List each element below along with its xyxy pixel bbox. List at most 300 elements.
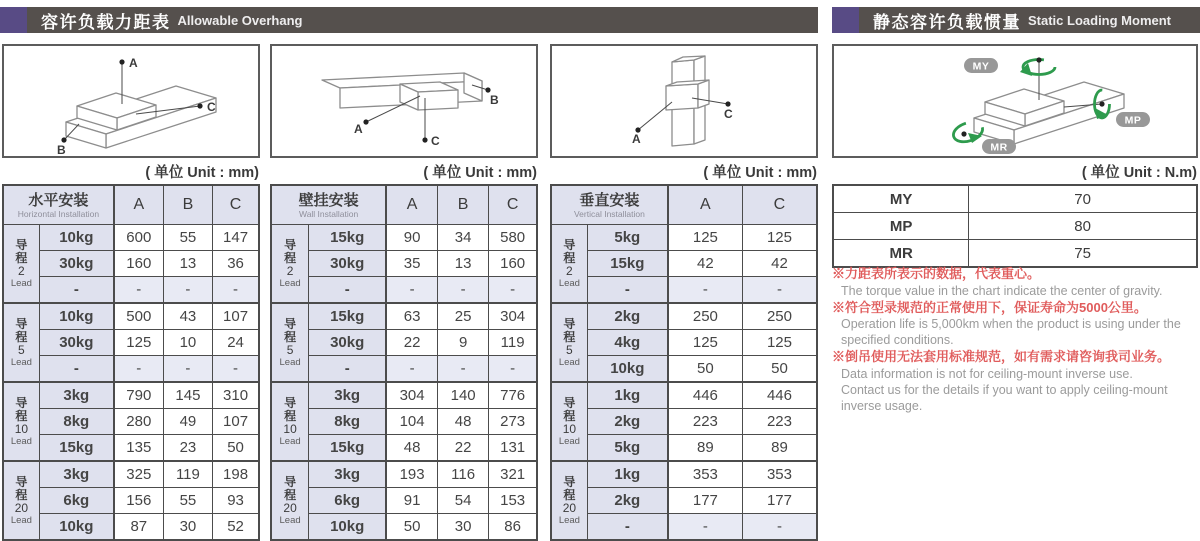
wall-installation-section — [270, 0, 538, 536]
value-cell: 325 — [114, 461, 163, 488]
value-cell: 580 — [489, 225, 537, 251]
value-cell: 63 — [386, 303, 437, 330]
mass-cell: 8kg — [309, 409, 387, 435]
table-row — [3, 488, 259, 514]
mass-cell: 6kg — [309, 488, 387, 514]
lead-number: 10 — [562, 421, 577, 436]
table-row — [3, 330, 259, 356]
lead-en: Lead — [279, 356, 301, 368]
moment-label: MY — [833, 185, 969, 213]
value-cell: 125 — [668, 225, 743, 251]
mass-cell: 8kg — [39, 409, 114, 435]
point-a-label: A — [354, 122, 363, 136]
lead-cell — [3, 382, 39, 461]
mass-cell: 15kg — [309, 303, 387, 330]
point-a-label: A — [632, 132, 641, 146]
table-header-row — [271, 185, 537, 225]
value-cell: 125 — [668, 330, 743, 356]
mass-cell: - — [309, 277, 387, 304]
lead-number: 20 — [562, 500, 577, 515]
value-cell: 145 — [163, 382, 212, 409]
value-cell: - — [213, 277, 259, 304]
lead-cell — [551, 303, 587, 382]
table-row — [3, 461, 259, 488]
lead-zh-char: 程 — [563, 250, 576, 265]
wall-overhang-table — [270, 184, 538, 541]
table-header-row — [3, 185, 259, 225]
table-row — [3, 277, 259, 304]
value-cell: - — [668, 514, 743, 541]
static-moment-section — [832, 0, 1198, 536]
value-cell: 22 — [386, 330, 437, 356]
mass-cell: 5kg — [587, 435, 668, 462]
installation-title-en: Vertical Installation — [573, 208, 645, 219]
lead-cell — [271, 382, 309, 461]
installation-title-zh: 壁挂安装 — [298, 191, 359, 209]
table-row — [551, 488, 817, 514]
vertical-actuator-drawing — [552, 46, 816, 156]
unit-label: ( 单位 Unit : mm) — [145, 165, 259, 181]
value-cell: - — [386, 277, 437, 304]
value-cell: 107 — [213, 409, 259, 435]
table-row — [271, 461, 537, 488]
value-cell: 50 — [668, 356, 743, 383]
value-cell: 177 — [668, 488, 743, 514]
lead-zh-char: 导 — [15, 395, 28, 410]
mass-cell: 1kg — [587, 382, 668, 409]
value-cell: 280 — [114, 409, 163, 435]
lead-zh-char: 导 — [563, 395, 576, 410]
value-cell: 34 — [437, 225, 488, 251]
mass-cell: 6kg — [39, 488, 114, 514]
table-row — [551, 225, 817, 251]
value-cell: 446 — [742, 382, 817, 409]
lead-en: Lead — [558, 514, 580, 526]
lead-cell — [551, 382, 587, 461]
value-cell: 52 — [213, 514, 259, 541]
moment-value: 80 — [969, 213, 1197, 240]
point-c-label: C — [207, 100, 216, 114]
table-row — [3, 382, 259, 409]
lead-zh-char: 导 — [563, 316, 576, 331]
unit-label: ( 单位 Unit : mm) — [703, 165, 817, 181]
mass-cell: 30kg — [39, 251, 114, 277]
mass-cell: 3kg — [309, 382, 387, 409]
value-cell: 131 — [489, 435, 537, 462]
my-label: MY — [972, 60, 990, 73]
mass-cell: 3kg — [39, 461, 114, 488]
table-row — [551, 382, 817, 409]
header-title-en: Static Loading Moment — [1028, 12, 1171, 28]
value-cell: 125 — [742, 330, 817, 356]
value-cell: 116 — [437, 461, 488, 488]
lead-en: Lead — [279, 435, 301, 447]
moment-label: MP — [833, 213, 969, 240]
value-cell: 48 — [437, 409, 488, 435]
value-cell: 600 — [114, 225, 163, 251]
table-row — [551, 303, 817, 330]
value-cell: - — [489, 277, 537, 304]
value-cell: 153 — [489, 488, 537, 514]
lead-zh-char: 程 — [15, 329, 28, 344]
mass-cell: 10kg — [309, 514, 387, 541]
value-cell: 446 — [668, 382, 743, 409]
value-cell: 36 — [213, 251, 259, 277]
lead-cell — [3, 303, 39, 382]
value-cell: 13 — [163, 251, 212, 277]
lead-en: Lead — [558, 277, 580, 289]
column-header-c: C — [742, 185, 817, 225]
moment-diagram — [832, 44, 1198, 158]
value-cell: - — [213, 356, 259, 383]
mass-cell: 15kg — [309, 225, 387, 251]
column-header-c: C — [213, 185, 259, 225]
mp-label: MP — [1124, 114, 1142, 127]
value-cell: 790 — [114, 382, 163, 409]
column-header-a: A — [386, 185, 437, 225]
table-row — [271, 435, 537, 462]
table-row — [271, 277, 537, 304]
value-cell: 140 — [437, 382, 488, 409]
lead-number: 2 — [286, 263, 294, 278]
value-cell: 35 — [386, 251, 437, 277]
mass-cell: 1kg — [587, 461, 668, 488]
value-cell: 55 — [163, 225, 212, 251]
lead-cell — [271, 461, 309, 540]
note-en: Data information is not for ceiling-mount inverse use. — [841, 366, 1133, 381]
mass-cell: 15kg — [587, 251, 668, 277]
point-b-label: B — [490, 93, 499, 107]
table-row — [551, 435, 817, 462]
value-cell: 87 — [114, 514, 163, 541]
lead-cell — [271, 303, 309, 382]
lead-zh-char: 程 — [284, 487, 297, 502]
installation-title-cell — [271, 185, 386, 225]
lead-cell — [3, 225, 39, 304]
table-row — [271, 356, 537, 383]
table-row — [551, 461, 817, 488]
table-row — [3, 251, 259, 277]
value-cell: - — [742, 277, 817, 304]
unit-label: ( 单位 Unit : N.m) — [1081, 165, 1197, 181]
lead-en: Lead — [10, 514, 32, 526]
lead-number: 10 — [14, 421, 29, 436]
value-cell: 55 — [163, 488, 212, 514]
lead-zh-char: 导 — [563, 237, 576, 252]
mass-cell: 15kg — [309, 435, 387, 462]
header-title-zh: 容许负载力距表 — [41, 12, 171, 32]
value-cell: - — [163, 356, 212, 383]
mass-cell: 10kg — [39, 514, 114, 541]
installation-title-en: Horizontal Installation — [17, 208, 100, 219]
value-cell: 273 — [489, 409, 537, 435]
point-a-label: A — [129, 56, 138, 70]
horizontal-actuator-drawing — [4, 46, 258, 156]
lead-zh-char: 程 — [15, 408, 28, 423]
moment-value: 70 — [969, 185, 1197, 213]
moment-row — [833, 185, 1197, 213]
value-cell: 42 — [668, 251, 743, 277]
value-cell: 321 — [489, 461, 537, 488]
wall-diagram — [270, 44, 538, 158]
mass-cell: - — [309, 356, 387, 383]
installation-title-zh: 垂直安装 — [579, 191, 640, 209]
note-en: The torque value in the chart indicate the center of gravity. — [841, 283, 1163, 298]
notes-block — [832, 265, 1200, 414]
value-cell: 24 — [213, 330, 259, 356]
column-header-c: C — [489, 185, 537, 225]
installation-title-en: Wall Installation — [298, 208, 359, 219]
value-cell: 160 — [489, 251, 537, 277]
lead-en: Lead — [10, 356, 32, 368]
value-cell: 22 — [437, 435, 488, 462]
mass-cell: 15kg — [39, 435, 114, 462]
table-header-row — [551, 185, 817, 225]
mass-cell: 2kg — [587, 303, 668, 330]
value-cell: 177 — [742, 488, 817, 514]
value-cell: 54 — [437, 488, 488, 514]
mass-cell: - — [39, 277, 114, 304]
value-cell: 304 — [489, 303, 537, 330]
point-b-label: B — [57, 143, 66, 156]
value-cell: 198 — [213, 461, 259, 488]
mass-cell: 2kg — [587, 409, 668, 435]
value-cell: 135 — [114, 435, 163, 462]
installation-title-cell — [551, 185, 668, 225]
value-cell: 776 — [489, 382, 537, 409]
point-c-label: C — [431, 134, 440, 148]
lead-cell — [3, 461, 39, 540]
value-cell: 93 — [213, 488, 259, 514]
table-row — [3, 435, 259, 462]
moment-label: MR — [833, 240, 969, 268]
mass-cell: 30kg — [309, 330, 387, 356]
mass-cell: 10kg — [39, 225, 114, 251]
mass-cell: 30kg — [309, 251, 387, 277]
mass-cell: - — [587, 514, 668, 541]
note-en: Contact us for the details if you want to apply ceiling-mount — [841, 382, 1168, 397]
value-cell: 49 — [163, 409, 212, 435]
lead-en: Lead — [10, 435, 32, 447]
lead-number: 20 — [14, 500, 29, 515]
header-title-en: Allowable Overhang — [177, 12, 303, 28]
table-row — [3, 356, 259, 383]
value-cell: - — [489, 356, 537, 383]
note-zh: ※倒吊使用无法套用标准规范，如有需求请咨询我司业务。 — [832, 349, 1171, 364]
column-header-a: A — [114, 185, 163, 225]
table-row — [551, 356, 817, 383]
lead-zh-char: 导 — [284, 395, 297, 410]
table-row — [551, 409, 817, 435]
value-cell: 223 — [668, 409, 743, 435]
mass-cell: 5kg — [587, 225, 668, 251]
vertical-overhang-table — [550, 184, 818, 541]
table-row — [3, 303, 259, 330]
value-cell: 30 — [163, 514, 212, 541]
lead-en: Lead — [558, 356, 580, 368]
value-cell: 223 — [742, 409, 817, 435]
moment-row — [833, 213, 1197, 240]
value-cell: 147 — [213, 225, 259, 251]
mass-cell: 3kg — [309, 461, 387, 488]
mr-badge — [982, 139, 1016, 154]
lead-en: Lead — [10, 277, 32, 289]
note-zh: ※符合型录规范的正常使用下，保证寿命为5000公里。 — [832, 299, 1147, 315]
value-cell: 90 — [386, 225, 437, 251]
table-row — [3, 514, 259, 541]
value-cell: 25 — [437, 303, 488, 330]
value-cell: 86 — [489, 514, 537, 541]
lead-zh-char: 导 — [284, 474, 297, 489]
moment-value: 75 — [969, 240, 1197, 268]
value-cell: - — [437, 277, 488, 304]
mass-cell: - — [39, 356, 114, 383]
mass-cell: 2kg — [587, 488, 668, 514]
value-cell: 50 — [742, 356, 817, 383]
table-row — [3, 225, 259, 251]
value-cell: 50 — [386, 514, 437, 541]
lead-zh-char: 导 — [15, 237, 28, 252]
lead-zh-char: 导 — [563, 474, 576, 489]
value-cell: 43 — [163, 303, 212, 330]
lead-number: 5 — [18, 342, 25, 357]
value-cell: 50 — [213, 435, 259, 462]
table-row — [271, 409, 537, 435]
table-row — [551, 330, 817, 356]
lead-zh-char: 程 — [563, 487, 576, 502]
my-badge — [964, 58, 998, 73]
lead-number: 2 — [566, 263, 573, 278]
table-row — [271, 303, 537, 330]
point-c-label: C — [724, 107, 733, 121]
value-cell: 89 — [742, 435, 817, 462]
mass-cell: 3kg — [39, 382, 114, 409]
lead-number: 10 — [283, 421, 297, 436]
lead-en: Lead — [279, 277, 301, 289]
value-cell: 119 — [163, 461, 212, 488]
table-row — [271, 251, 537, 277]
mp-badge — [1116, 112, 1150, 127]
value-cell: 250 — [742, 303, 817, 330]
lead-cell — [551, 461, 587, 540]
note-en: Operation life is 5,000km when the product is using under the — [841, 317, 1181, 331]
table-row — [271, 382, 537, 409]
lead-number: 5 — [566, 342, 573, 357]
value-cell: 353 — [742, 461, 817, 488]
table-row — [271, 488, 537, 514]
value-cell: 107 — [213, 303, 259, 330]
table-row — [551, 251, 817, 277]
value-cell: - — [114, 277, 163, 304]
lead-number: 20 — [283, 500, 297, 515]
lead-zh-char: 程 — [15, 250, 28, 265]
value-cell: 30 — [437, 514, 488, 541]
lead-zh-char: 程 — [15, 487, 28, 502]
lead-zh-char: 导 — [15, 316, 28, 331]
lead-number: 5 — [286, 342, 294, 357]
table-row — [551, 277, 817, 304]
mass-cell: 10kg — [39, 303, 114, 330]
value-cell: 125 — [114, 330, 163, 356]
value-cell: 250 — [668, 303, 743, 330]
value-cell: 304 — [386, 382, 437, 409]
table-row — [271, 225, 537, 251]
value-cell: 156 — [114, 488, 163, 514]
lead-cell — [271, 225, 309, 304]
value-cell: - — [742, 514, 817, 541]
value-cell: - — [437, 356, 488, 383]
lead-cell — [551, 225, 587, 304]
lead-number: 2 — [18, 263, 25, 278]
lead-zh-char: 程 — [563, 408, 576, 423]
horizontal-overhang-table — [2, 184, 260, 541]
lead-zh-char: 程 — [284, 329, 297, 344]
value-cell: - — [386, 356, 437, 383]
note-en: inverse usage. — [841, 398, 923, 413]
installation-title-zh: 水平安装 — [28, 191, 89, 209]
value-cell: 48 — [386, 435, 437, 462]
value-cell: 104 — [386, 409, 437, 435]
value-cell: 89 — [668, 435, 743, 462]
lead-zh-char: 程 — [284, 408, 297, 423]
mass-cell: 30kg — [39, 330, 114, 356]
lead-zh-char: 导 — [284, 316, 297, 331]
value-cell: 310 — [213, 382, 259, 409]
value-cell: 119 — [489, 330, 537, 356]
mass-cell: 10kg — [587, 356, 668, 383]
moment-table — [832, 184, 1198, 268]
lead-zh-char: 导 — [15, 474, 28, 489]
vertical-diagram — [550, 44, 818, 158]
lead-zh-char: 程 — [284, 250, 297, 265]
mass-cell: - — [587, 277, 668, 304]
horizontal-diagram — [2, 44, 260, 158]
value-cell: - — [163, 277, 212, 304]
lead-zh-char: 程 — [563, 329, 576, 344]
wall-actuator-drawing — [272, 46, 536, 156]
lead-en: Lead — [279, 514, 301, 526]
value-cell: 193 — [386, 461, 437, 488]
mass-cell: 4kg — [587, 330, 668, 356]
column-header-a: A — [668, 185, 743, 225]
table-row — [551, 514, 817, 541]
value-cell: - — [114, 356, 163, 383]
value-cell: 353 — [668, 461, 743, 488]
table-row — [271, 514, 537, 541]
lead-en: Lead — [558, 435, 580, 447]
value-cell: - — [668, 277, 743, 304]
value-cell: 160 — [114, 251, 163, 277]
table-row — [271, 330, 537, 356]
value-cell: 13 — [437, 251, 488, 277]
moment-actuator-drawing — [834, 46, 1196, 156]
column-header-b: B — [163, 185, 212, 225]
value-cell: 125 — [742, 225, 817, 251]
header-title-zh: 静态容许负载惯量 — [873, 12, 1021, 32]
moment-row — [833, 240, 1197, 268]
vertical-installation-section — [550, 0, 818, 536]
horizontal-installation-section — [2, 0, 260, 536]
value-cell: 9 — [437, 330, 488, 356]
unit-label: ( 单位 Unit : mm) — [423, 165, 537, 181]
mr-label: MR — [990, 141, 1008, 154]
table-row — [3, 409, 259, 435]
installation-title-cell — [3, 185, 114, 225]
value-cell: 42 — [742, 251, 817, 277]
value-cell: 91 — [386, 488, 437, 514]
value-cell: 500 — [114, 303, 163, 330]
note-en: specified conditions. — [841, 333, 954, 347]
